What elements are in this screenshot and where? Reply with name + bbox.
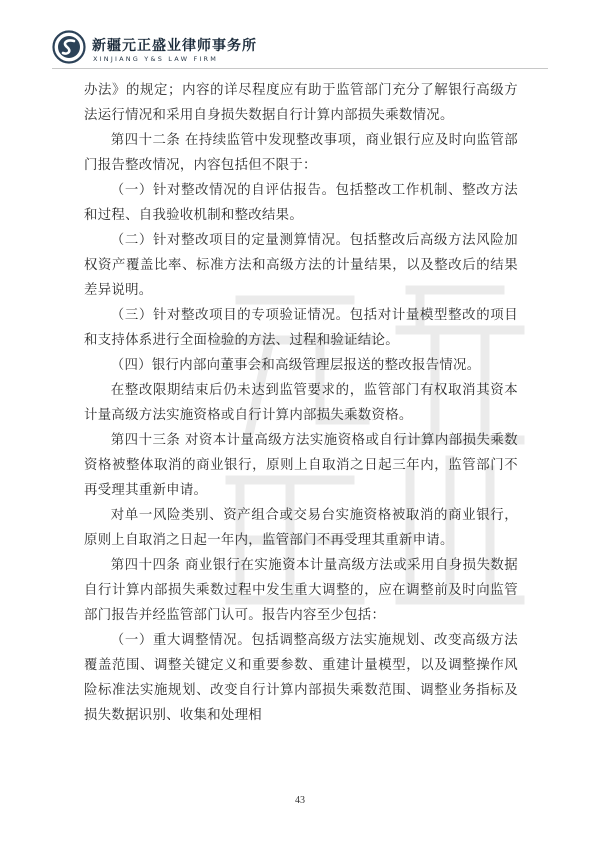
header-divider bbox=[52, 68, 548, 69]
list-item: （一）针对整改情况的自评估报告。包括整改工作机制、整改方法和过程、自我验收机制和整改结果。 bbox=[84, 183, 518, 223]
page-number: 43 bbox=[295, 795, 305, 806]
list-item: （三）针对整改项目的专项验证情况。包括对计量模型整改的项目和支持体系进行全面检验的方法、过程和验证结论。 bbox=[84, 308, 518, 348]
firm-name-cn: 新疆元正盛业律师事务所 bbox=[92, 38, 257, 54]
article-paragraph: 第四十四条 商业银行在实施资本计量高级方法或采用自身损失数据自行计算内部损失乘数过程中发生重大调整的，应在调整前及时向监管部门报告并经监管部门认可。报告内容至少包括： bbox=[84, 558, 518, 623]
list-item: （四）银行内部向董事会和高级管理层报送的整改报告情况。 bbox=[110, 358, 481, 373]
firm-logo-icon bbox=[52, 30, 86, 64]
page-header bbox=[52, 30, 552, 70]
paragraph: 办法》的规定；内容的详尽程度应有助于监管部门充分了解银行高级方法运行情况和采用自身损失数据自行计算内部损失乘数情况。 bbox=[84, 83, 518, 123]
article-paragraph: 第四十三条 对资本计量高级方法实施资格或自行计算内部损失乘数资格被整体取消的商业银行，原则上自取消之日起三年内，监管部门不再受理其重新申请。 bbox=[84, 433, 518, 498]
list-item: （一）重大调整情况。包括调整高级方法实施规划、改变高级方法覆盖范围、调整关键定义和重要参数、重建计量模型，以及调整操作风险标准法实施规划、改变自行计算内部损失乘数范围、调整业务指标及损失数据识别、收集和处理相 bbox=[84, 633, 518, 723]
list-item: （二）针对整改项目的定量测算情况。包括整改后高级方法风险加权资产覆盖比率、标准方法和高级方法的计量结果，以及整改后的结果差异说明。 bbox=[84, 233, 518, 298]
article-paragraph: 第四十二条 在持续监管中发现整改事项，商业银行应及时向监管部门报告整改情况，内容包括但不限于： bbox=[84, 133, 518, 173]
document-body bbox=[84, 78, 518, 728]
paragraph: 在整改限期结束后仍未达到监管要求的，监管部门有权取消其资本计量高级方法实施资格或自行计算内部损失乘数资格。 bbox=[84, 383, 518, 423]
firm-name-en: XINJIANG Y&S LAW FIRM bbox=[93, 55, 219, 63]
paragraph: 对单一风险类别、资产组合或交易台实施资格被取消的商业银行，原则上自取消之日起一年内，监管部门不再受理其重新申请。 bbox=[84, 508, 518, 548]
